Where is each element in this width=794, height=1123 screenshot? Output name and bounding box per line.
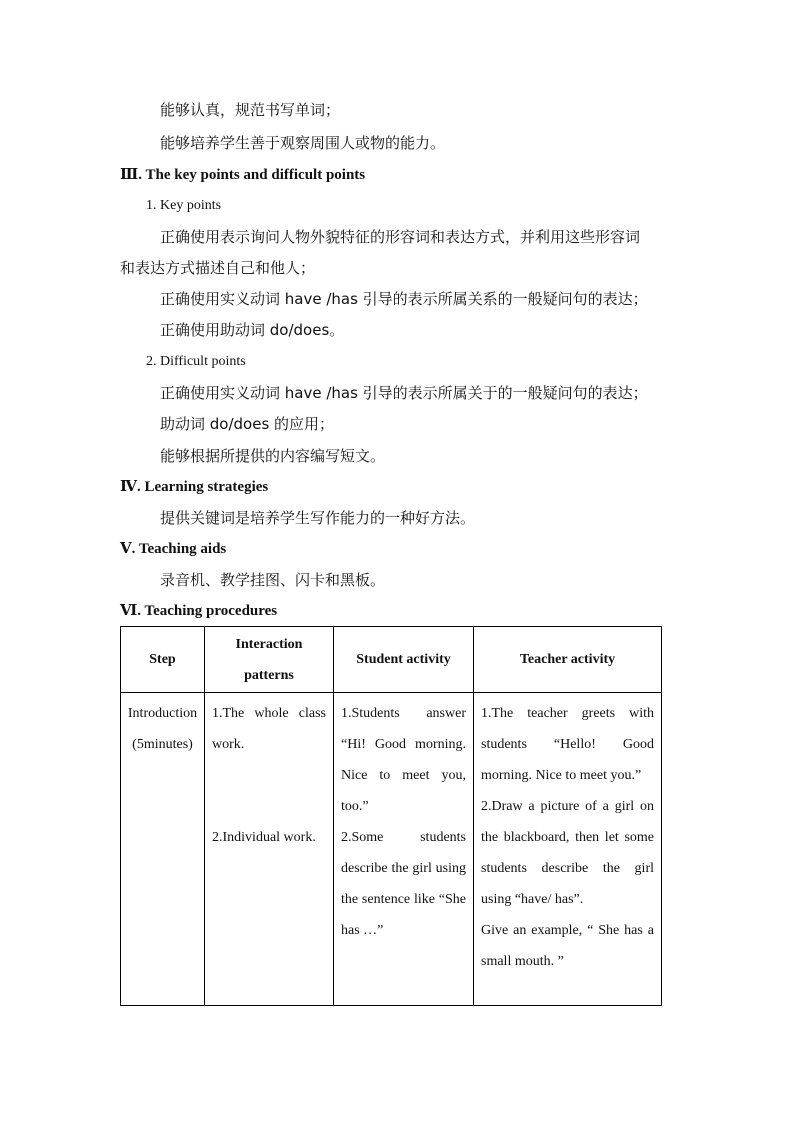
difficult-point-1: 正确使用实义动词 have /has 引导的表示所属关于的一般疑问句的表达； — [160, 384, 648, 402]
teacher-activity-b: 2.Draw a picture of a girl on the blackboard, then let some students describe the girl using “have/ has”. — [481, 799, 654, 907]
step-duration: (5minutes) — [132, 737, 193, 752]
difficult-point-2: 助动词 do/does 的应用； — [160, 415, 335, 433]
key-point-2: 正确使用实义动词 have /has 引导的表示所属关系的一般疑问句的表达； — [160, 290, 648, 308]
student-activity-b: 2.Some students describe the girl using the sentence like “She has …” — [341, 830, 466, 938]
cell-teacher-activity — [474, 693, 662, 1006]
difficult-point-3: 能够根据所提供的内容编写短文。 — [160, 447, 386, 465]
section-heading-learning-strategies: Ⅳ. Learning strategies — [120, 479, 269, 495]
cell-step — [121, 693, 205, 1006]
table-row — [121, 693, 662, 1006]
table-header-row — [121, 627, 662, 693]
teacher-activity-a: 1.The teacher greets with students “Hello! Good morning. Nice to meet you.” — [481, 706, 654, 783]
key-point-1a: 正确使用表示询问人物外貌特征的形容词和表达方式，并利用这些形容词 — [160, 228, 641, 246]
key-point-1b: 和表达方式描述自己和他人； — [120, 259, 316, 277]
objective-line-1: 能够认真，规范书写单词； — [160, 101, 341, 119]
subheading-difficult-points: 2. Difficult points — [146, 354, 246, 369]
header-interaction-line-2: patterns — [244, 667, 294, 683]
interaction-a: 1.The whole class work. — [212, 706, 326, 752]
header-interaction-patterns — [205, 627, 334, 693]
section-heading-teaching-aids: Ⅴ. Teaching aids — [120, 541, 227, 557]
header-interaction-line-1: Interaction — [235, 636, 303, 652]
step-name: Introduction — [127, 706, 198, 721]
student-activity-a: 1.Students answer “Hi! Good morning. Nice to meet you, too.” — [341, 706, 466, 814]
learning-strategies-text: 提供关键词是培养学生写作能力的一种好方法。 — [160, 509, 476, 527]
teaching-aids-text: 录音机、教学挂图、闪卡和黑板。 — [160, 571, 386, 589]
teacher-activity-c: Give an example, “ She has a small mouth. ” — [481, 923, 654, 969]
teaching-procedures-table — [120, 626, 662, 1006]
section-heading-key-points: Ⅲ. The key points and difficult points — [120, 167, 366, 183]
cell-student-activity — [334, 693, 474, 1006]
cell-interaction — [205, 693, 334, 1006]
header-step: Step — [121, 627, 205, 693]
header-student-activity: Student activity — [334, 627, 474, 693]
interaction-b: 2.Individual work. — [212, 830, 316, 845]
objective-line-2: 能够培养学生善于观察周围人或物的能力。 — [160, 134, 446, 152]
header-teacher-activity: Teacher activity — [474, 627, 662, 693]
subheading-key-points: 1. Key points — [146, 198, 222, 213]
key-point-3: 正确使用助动词 do/does。 — [160, 321, 345, 339]
section-heading-teaching-procedures: Ⅵ. Teaching procedures — [120, 603, 278, 619]
